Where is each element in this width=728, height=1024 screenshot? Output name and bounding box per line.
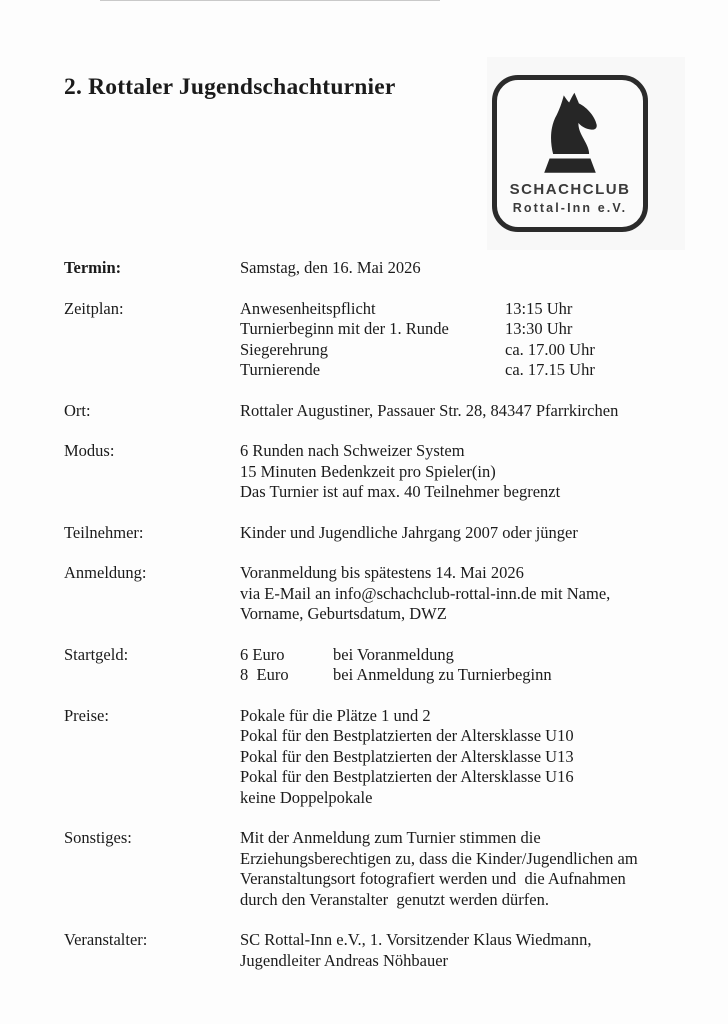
section-startgeld	[64, 645, 704, 686]
text-line: Vorname, Geburtsdatum, DWZ	[240, 604, 447, 623]
section-label: Anmeldung:	[64, 563, 147, 582]
text-line: Kinder und Jugendliche Jahrgang 2007 oder jünger	[240, 522, 578, 542]
schedule-time: 13:15 Uhr	[505, 298, 573, 318]
schedule-row	[240, 319, 704, 340]
logo-text-schachclub: SCHACHCLUB	[509, 181, 631, 198]
club-logo	[487, 57, 685, 250]
schedule-row	[240, 340, 704, 361]
section-label: Sonstiges:	[64, 828, 132, 847]
section-preise	[64, 706, 704, 809]
text-line: durch den Veranstalter genutzt werden dürfen.	[240, 889, 549, 909]
section-teilnehmer	[64, 523, 704, 544]
text-line: Rottaler Augustiner, Passauer Str. 28, 84347 Pfarrkirchen	[240, 400, 619, 420]
logo-text-rottal-inn: Rottal-Inn e.V.	[512, 201, 628, 215]
schedule-time: 13:30 Uhr	[505, 319, 573, 338]
section-veranstalter	[64, 930, 704, 971]
fee-description: bei Anmeldung zu Turnierbeginn	[333, 665, 552, 684]
section-anmeldung	[64, 563, 704, 625]
text-line: SC Rottal-Inn e.V., 1. Vorsitzender Klaus Wiedmann,	[240, 930, 592, 949]
page-title: 2. Rottaler Jugendschachturnier	[64, 73, 396, 100]
text-line: Das Turnier ist auf max. 40 Teilnehmer begrenzt	[240, 482, 561, 501]
text-line: Voranmeldung bis spätestens 14. Mai 2026	[240, 563, 524, 582]
section-label: Veranstalter:	[64, 930, 148, 949]
section-sonstiges	[64, 828, 704, 910]
text-line-email: via E-Mail an info@schachclub-rottal-inn.de mit Name,	[240, 583, 611, 603]
text-line: keine Doppelpokale	[240, 787, 373, 807]
section-zeitplan	[64, 299, 704, 381]
text-line: 15 Minuten Bedenkzeit pro Spieler(in)	[240, 461, 496, 481]
fee-amount: 8 Euro	[240, 665, 289, 684]
schedule-activity: Turnierende	[240, 360, 321, 379]
fee-description: bei Voranmeldung	[333, 644, 454, 664]
section-label: Zeitplan:	[64, 298, 124, 318]
document-body	[64, 258, 704, 991]
section-modus	[64, 441, 704, 503]
section-label: Modus:	[64, 441, 115, 460]
text-line: 6 Runden nach Schweizer System	[240, 441, 465, 460]
section-label: Teilnehmer:	[64, 522, 144, 542]
section-label: Termin:	[64, 258, 122, 277]
text-line: Mit der Anmeldung zum Turnier stimmen die	[240, 828, 541, 847]
fee-row	[240, 645, 704, 666]
text-line: Veranstaltungsort fotografiert werden und die Aufnahmen	[240, 869, 626, 888]
fee-row	[240, 665, 704, 686]
section-label: Preise:	[64, 705, 109, 725]
fee-amount: 6 Euro	[240, 644, 285, 664]
schedule-row	[240, 299, 704, 320]
text-line: Pokal für den Bestplatzierten der Altersklasse U10	[240, 726, 574, 745]
section-label: Startgeld:	[64, 644, 129, 664]
section-termin	[64, 258, 704, 279]
text-line: Jugendleiter Andreas Nöhbauer	[240, 950, 449, 970]
chess-knight-icon	[538, 90, 602, 179]
text-line: Pokal für den Bestplatzierten der Altersklasse U13	[240, 746, 574, 766]
text-line: Erziehungsberechtigen zu, dass die Kinder/Jugendlichen am	[240, 848, 638, 868]
schedule-activity: Siegerehrung	[240, 339, 328, 359]
schedule-activity: Anwesenheitspflicht	[240, 298, 376, 318]
schedule-row	[240, 360, 704, 381]
scan-artifact-line	[100, 0, 440, 1]
schedule-time: ca. 17.15 Uhr	[505, 360, 595, 379]
text-line: Samstag, den 16. Mai 2026	[240, 258, 421, 277]
schedule-activity: Turnierbeginn mit der 1. Runde	[240, 319, 449, 338]
text-line: Pokale für die Plätze 1 und 2	[240, 705, 431, 725]
text-line: Pokal für den Bestplatzierten der Altersklasse U16	[240, 767, 574, 786]
schedule-time: ca. 17.00 Uhr	[505, 339, 595, 359]
logo-frame	[492, 75, 648, 232]
section-ort	[64, 401, 704, 422]
section-label: Ort:	[64, 400, 91, 420]
